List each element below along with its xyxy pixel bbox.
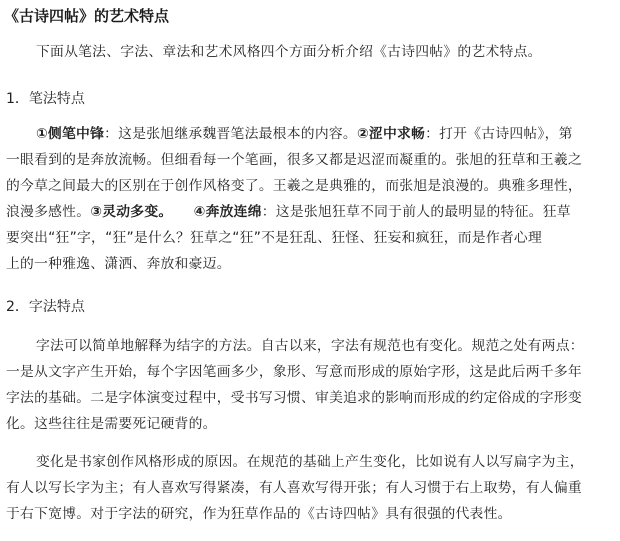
text-line: 化。这些往往是需要死记硬背的。: [6, 416, 217, 432]
text-line: 变化是书家创作风格形成的原因。在规范的基础上产生变化，比如说有人以写扁字为主，: [36, 454, 584, 470]
text-line: 有人以写长字为主；有人喜欢写得紧凑，有人喜欢写得开张；有人习惯于右上取势，有人偏重: [6, 480, 582, 496]
bold-term: ④奔放连绵: [193, 204, 262, 220]
section2-paragraph-2: [6, 449, 612, 527]
text-line: 于右下宽博。对于字法的研究，作为狂草作品的《古诗四帖》具有很强的代表性。: [6, 506, 512, 522]
bold-term: ①侧笔中锋: [36, 126, 105, 142]
bold-term: ②涩中求畅: [356, 126, 426, 142]
intro-text: 下面从笔法、字法、章法和艺术风格四个方面分析介绍《古诗四帖》的艺术特点。: [36, 44, 542, 60]
text-line: 字法的基础。二是字体演变过程中，受书写习惯、审美追求的影响而形成的约定俗成的字形变: [6, 390, 582, 406]
article-title: 《古诗四帖》的艺术特点: [4, 7, 170, 25]
text-line: 字法可以简单地解释为结字的方法。自古以来，字法有规范也有变化。规范之处有两点：: [36, 338, 584, 354]
text-line: 一眼看到的是奔放流畅。但细看每一个笔画，很多又都是迟涩而凝重的。张旭的狂草和王羲之: [6, 152, 582, 168]
section2-paragraph-1: [6, 333, 612, 437]
text-line: ①侧笔中锋：这是张旭继承魏晋笔法最根本的内容。②涩中求畅：打开《古诗四帖》，第: [36, 126, 573, 142]
intro-paragraph: [6, 39, 612, 65]
text-line: 一是从文字产生开始，每个字因笔画多少，象形、写意而形成的原始字形，这是此后两千多年: [6, 364, 582, 380]
section2-heading: 2．字法特点: [6, 299, 85, 315]
bold-term: ③灵动多变。: [90, 204, 166, 220]
text-line: 上的一种雅逸、潇洒、奔放和豪迈。: [6, 256, 231, 272]
text-line: 浪漫多感性。③灵动多变。 ④奔放连绵：这是张旭狂草不同于前人的最明显的特征。狂草: [6, 204, 571, 220]
text-line: 的今草之间最大的区别在于创作风格变了。王羲之是典雅的，而张旭是浪漫的。典雅多理性，: [6, 178, 582, 194]
text-line: 要突出“狂”字，“狂”是什么？狂草之“狂”不是狂乱、狂怪、狂妄和疯狂，而是作者心理: [6, 230, 543, 246]
section1-heading: 1．笔法特点: [6, 91, 85, 107]
section1-paragraph: [6, 121, 612, 277]
